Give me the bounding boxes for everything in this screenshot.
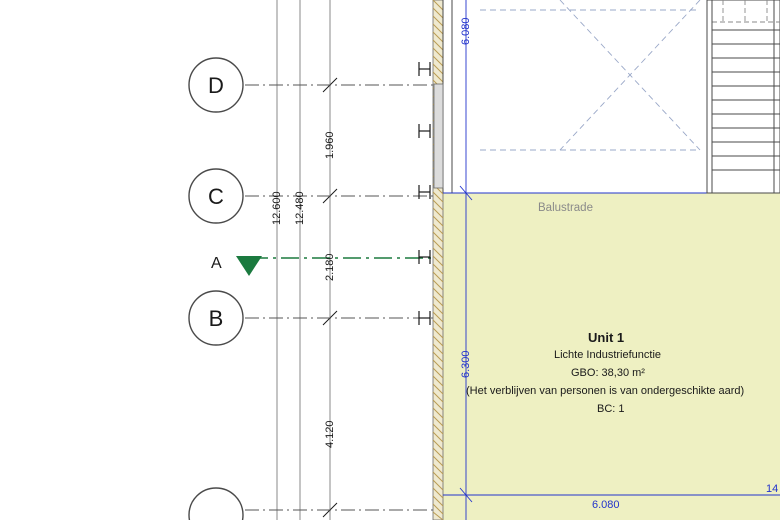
balustrade-label: Balustrade xyxy=(538,202,593,214)
dimension-12600: 12.600 xyxy=(271,191,283,225)
grid-label-b: B xyxy=(208,306,224,331)
dimension-1960: 1.960 xyxy=(324,131,336,159)
unit-title: Unit 1 xyxy=(588,330,625,345)
unit-note: (Het verblijven van personen is van ondergeschikte aard) xyxy=(466,385,745,397)
blue-dimension-6080-upper: 6.080 xyxy=(460,17,472,45)
stair-symbol xyxy=(707,0,780,193)
grid-label-d: D xyxy=(208,73,224,98)
unit-function: Lichte Industriefunctie xyxy=(554,349,662,361)
blue-dimension-6300: 6.300 xyxy=(460,350,472,378)
blue-dimension-14: 14 xyxy=(766,483,779,495)
dimension-2180: 2.180 xyxy=(324,253,336,281)
section-line-a xyxy=(236,256,440,276)
dimension-12480: 12.480 xyxy=(294,191,306,225)
unit-bc: BC: 1 xyxy=(597,403,625,415)
dimension-4120: 4.120 xyxy=(324,420,336,448)
grid-axis-lines xyxy=(245,85,440,510)
unit-gbo: GBO: 38,30 m² xyxy=(571,367,645,379)
wall-tie-symbols xyxy=(419,62,430,325)
blue-dimension-6080-lower: 6.080 xyxy=(592,499,620,511)
grid-bubbles xyxy=(189,58,243,520)
construction-lines xyxy=(277,0,330,520)
grid-label-c: C xyxy=(208,184,224,209)
hatched-wall xyxy=(433,0,443,520)
section-marker-label: A xyxy=(211,255,222,272)
